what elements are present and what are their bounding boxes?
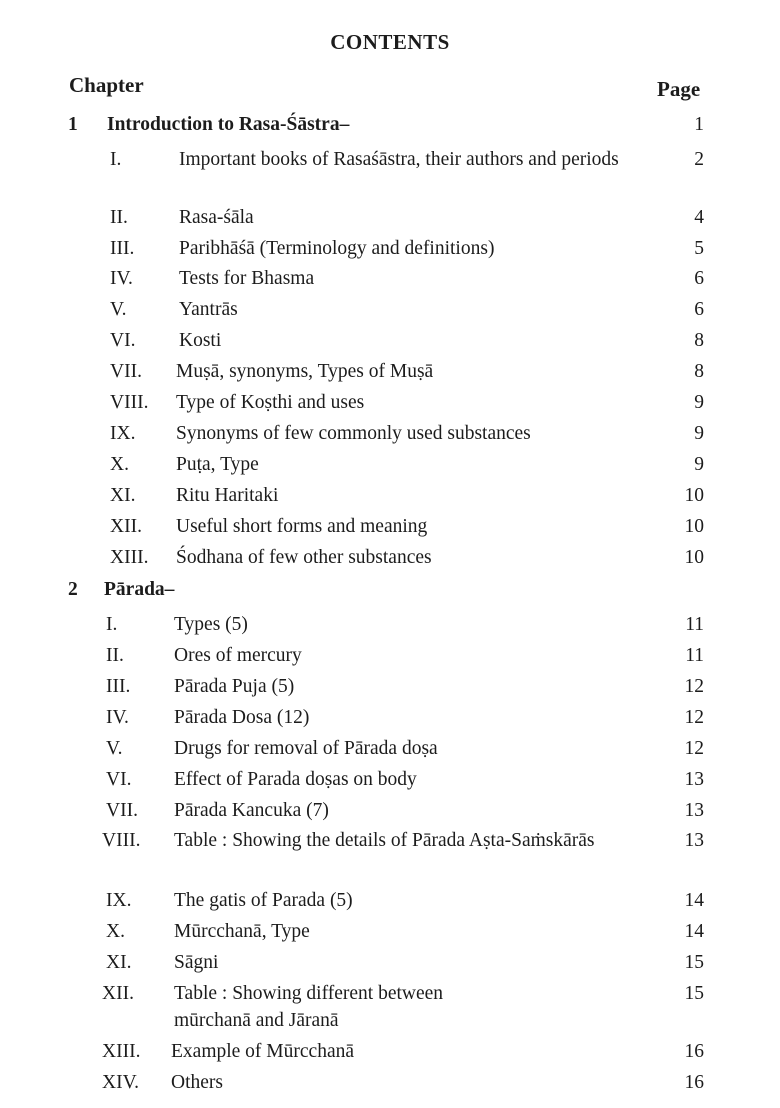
entry-title: Synonyms of few commonly used substances: [176, 423, 531, 444]
entry-number: VII.: [110, 361, 142, 382]
chapter-title: Introduction to Rasa-Śāstra–: [107, 114, 350, 135]
page-number: 2: [694, 149, 704, 170]
entry-title: Rasa-śāla: [179, 207, 254, 228]
entry-number: VII.: [106, 800, 138, 821]
entry-title: Types (5): [174, 614, 248, 635]
entry-number: IX.: [106, 890, 132, 911]
entry-title: Puṭa, Type: [176, 454, 259, 475]
page-number: 9: [694, 392, 704, 413]
entry-number: III.: [110, 238, 135, 259]
entry-number: X.: [106, 921, 125, 942]
entry-title: Ores of mercury: [174, 645, 302, 666]
entry-title: Paribhāśā (Terminology and definitions): [179, 238, 495, 259]
entry-number: II.: [106, 645, 124, 666]
entry-title: Muṣā, synonyms, Types of Muṣā: [176, 361, 434, 382]
entry-number: III.: [106, 676, 131, 697]
page-number: 10: [684, 485, 704, 506]
page-number: 8: [694, 361, 704, 382]
page-number: 10: [684, 547, 704, 568]
page-number: 15: [684, 952, 704, 973]
page-number: 16: [684, 1072, 704, 1093]
page-number: 16: [684, 1041, 704, 1062]
entry-title: Sāgni: [174, 952, 219, 973]
page-number: 13: [684, 800, 704, 821]
chapter-title: Pārada–: [104, 579, 175, 600]
entry-number: I.: [110, 149, 122, 170]
entry-title: Table : Showing the details of Pārada Aṣta-Saṁskārās: [174, 830, 595, 851]
page-number: 4: [694, 207, 704, 228]
entry-title: Pārada Dosa (12): [174, 707, 310, 728]
entry-title: Kosti: [179, 330, 222, 351]
entry-number: VI.: [106, 769, 132, 790]
page-column-header: Page: [657, 77, 701, 101]
entry-title: Pārada Puja (5): [174, 676, 295, 697]
entry-title: Mūrcchanā, Type: [174, 921, 310, 942]
page-number: 12: [684, 707, 704, 728]
entry-title: Pārada Kancuka (7): [174, 800, 329, 821]
entry-number: XII.: [102, 983, 134, 1004]
entry-number: IX.: [110, 423, 136, 444]
page-number: 11: [685, 614, 704, 635]
page-number: 14: [684, 921, 704, 942]
page-number: 5: [694, 238, 704, 259]
page-number: 1: [694, 114, 704, 135]
page-number: 15: [684, 983, 704, 1004]
entry-title: Type of Koṣthi and uses: [176, 392, 365, 413]
page-number: 12: [684, 738, 704, 759]
chapter-number: 2: [68, 579, 78, 600]
entry-number: XIII.: [110, 547, 149, 568]
entry-number: X.: [110, 454, 129, 475]
entry-number: XI.: [106, 952, 132, 973]
page-number: 8: [694, 330, 704, 351]
entry-number: I.: [106, 614, 118, 635]
entry-title: Effect of Parada doṣas on body: [174, 769, 417, 790]
page-number: 10: [684, 516, 704, 537]
page-number: 6: [694, 299, 704, 320]
entry-title: Tests for Bhasma: [179, 268, 315, 289]
entry-number: VIII.: [110, 392, 149, 413]
entry-title: Important books of Rasaśāstra, their authors and periods: [179, 149, 619, 170]
page-title: CONTENTS: [330, 30, 450, 54]
entry-title: Others: [171, 1072, 223, 1093]
entry-number: XII.: [110, 516, 142, 537]
entry-title: Drugs for removal of Pārada doṣa: [174, 738, 438, 759]
entry-number: II.: [110, 207, 128, 228]
page-number: 6: [694, 268, 704, 289]
entry-number: IV.: [106, 707, 129, 728]
entry-title: Table : Showing different between mūrchanā and Jāranā: [174, 983, 444, 1031]
entry-number: XIV.: [102, 1072, 140, 1093]
entry-title: Śodhana of few other substances: [176, 547, 432, 568]
page-number: 13: [684, 769, 704, 790]
entry-number: V.: [110, 299, 127, 320]
page-number: 9: [694, 454, 704, 475]
entry-title: The gatis of Parada (5): [174, 890, 353, 911]
page-number: 9: [694, 423, 704, 444]
entry-number: IV.: [110, 268, 133, 289]
page-number: 12: [684, 676, 704, 697]
page-number: 11: [685, 645, 704, 666]
entry-number: XIII.: [102, 1041, 141, 1062]
chapter-number: 1: [68, 114, 78, 135]
entry-number: VI.: [110, 330, 136, 351]
entry-number: XI.: [110, 485, 136, 506]
entry-title: Useful short forms and meaning: [176, 516, 428, 537]
entry-title: Ritu Haritaki: [176, 485, 279, 506]
chapter-column-header: Chapter: [69, 73, 144, 97]
entry-number: V.: [106, 738, 123, 759]
entry-number: VIII.: [102, 830, 141, 851]
entry-title: Example of Mūrcchanā: [171, 1041, 355, 1062]
page-number: 13: [684, 830, 704, 851]
entry-title: Yantrās: [179, 299, 238, 320]
page-number: 14: [684, 890, 704, 911]
